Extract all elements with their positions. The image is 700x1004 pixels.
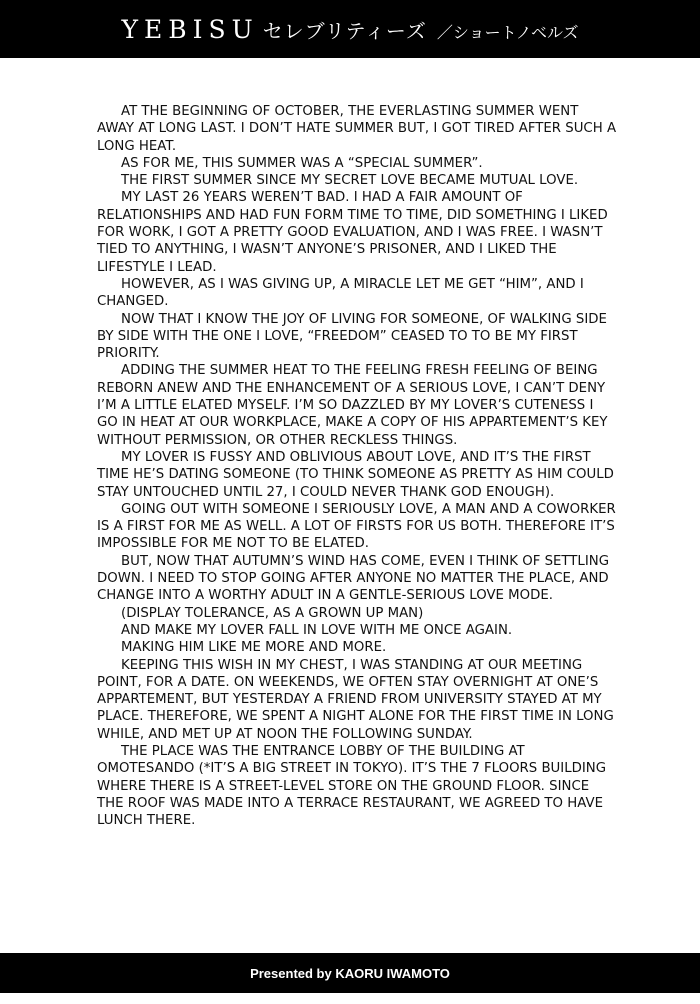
story-paragraph: NOW THAT I KNOW THE JOY OF LIVING FOR SOMEONE, OF WALKING SIDE BY SIDE WITH THE ONE I LOVE, “FREEDOM” CEASED TO TO BE MY FIRST PRIORITY. <box>97 311 607 362</box>
author-credit: Presented by KAORU IWAMOTO <box>250 965 450 981</box>
story-paragraph: KEEPING THIS WISH IN MY CHEST, I WAS STANDING AT OUR MEETING POINT, FOR A DATE. ON WEEKENDS, WE OFTEN STAY OVERNIGHT AT ONE’S APPARTEMENT, BUT YESTERDAY A FRIEND FROM UNIVERSITY STAYED AT MY PLACE. THEREFORE, WE SPENT A NIGHT ALONE FOR THE FIRST TIME IN LONG WHILE, AND MET UP AT NOON THE FOLLOWING SUNDAY. <box>97 657 614 742</box>
story-paragraph: MY LAST 26 YEARS WEREN’T BAD. I HAD A FAIR AMOUNT OF RELATIONSHIPS AND HAD FUN FORM TIME TO TIME, DID SOMETHING I LIKED FOR WORK, I GOT A PRETTY GOOD EVALUATION, AND I WAS FREE. I WASN’T TIED TO ANYTHING, I WASN’T ANYONE’S PRISONER, AND I LIKED THE LIFESTYLE I LEAD. <box>97 190 608 275</box>
story-paragraph: THE PLACE WAS THE ENTRANCE LOBBY OF THE BUILDING AT OMOTESANDO (*IT’S A BIG STREET IN TOKYO). IT’S THE 7 FLOORS BUILDING WHERE THERE IS A STREET-LEVEL STORE ON THE GROUND FLOOR. SINCE THE ROOF WAS MADE INTO A TERRACE RESTAURANT, WE AGREED TO HAVE LUNCH THERE. <box>97 743 607 829</box>
story-paragraph: ADDING THE SUMMER HEAT TO THE FEELING FRESH FEELING OF BEING REBORN ANEW AND THE ENHANCEMENT OF A SERIOUS LOVE, I CAN’T DENY I’M A LITTLE ELATED MYSELF. I’M SO DAZZLED BY MY LOVER’S CUTENESS I GO IN HEAT AT OUR WORKPLACE, MAKE A COPY OF HIS APPARTEMENT’S KEY WITHOUT PERMISSION, OR OTHER RECKLESS THINGS. <box>97 363 608 448</box>
story-paragraph: BUT, NOW THAT AUTUMN’S WIND HAS COME, EVEN I THINK OF SETTLING DOWN. I NEED TO STOP GOING AFTER ANYONE NO MATTER THE PLACE, AND CHANGE INTO A WORTHY ADULT IN A GENTLE-SERIOUS LOVE MODE. <box>97 553 609 604</box>
story-paragraph: AS FOR ME, THIS SUMMER WAS A “SPECIAL SUMMER”. <box>121 155 483 171</box>
series-subtitle: ／ショートノベルズ <box>436 22 579 42</box>
story-paragraph: MY LOVER IS FUSSY AND OBLIVIOUS ABOUT LOVE, AND IT’S THE FIRST TIME HE’S DATING SOMEONE (TO THINK SOMEONE AS PRETTY AS HIM COULD STAY UNTOUCHED UNTIL 27, I COULD NEVER THANK GOD ENOUGH). <box>97 449 614 500</box>
story-paragraph: HOWEVER, AS I WAS GIVING UP, A MIRACLE LET ME GET “HIM”, AND I CHANGED. <box>97 276 584 310</box>
header-title <box>121 15 578 44</box>
story-paragraph: AT THE BEGINNING OF OCTOBER, THE EVERLASTING SUMMER WENT AWAY AT LONG LAST. I DON’T HATE SUMMER BUT, I GOT TIRED AFTER SUCH A LONG HEAT. <box>97 104 617 154</box>
series-title: YEBISU <box>121 14 259 44</box>
series-title-jp: セレブリティーズ <box>262 18 427 43</box>
story-paragraph: AND MAKE MY LOVER FALL IN LOVE WITH ME ONCE AGAIN. <box>121 622 513 638</box>
header-bar <box>0 0 700 58</box>
story-paragraph: MAKING HIM LIKE ME MORE AND MORE. <box>121 640 387 656</box>
story-paragraph: (DISPLAY TOLERANCE, AS A GROWN UP MAN) <box>121 605 424 621</box>
story-paragraph: THE FIRST SUMMER SINCE MY SECRET LOVE BECAME MUTUAL LOVE. <box>121 173 579 189</box>
story-text <box>97 103 617 829</box>
story-paragraph: GOING OUT WITH SOMEONE I SERIOUSLY LOVE, A MAN AND A COWORKER IS A FIRST FOR ME AS WELL. A LOT OF FIRSTS FOR US BOTH. THEREFORE IT’S IMPOSSIBLE FOR ME NOT TO BE ELATED. <box>97 501 616 552</box>
footer-bar <box>0 953 700 993</box>
